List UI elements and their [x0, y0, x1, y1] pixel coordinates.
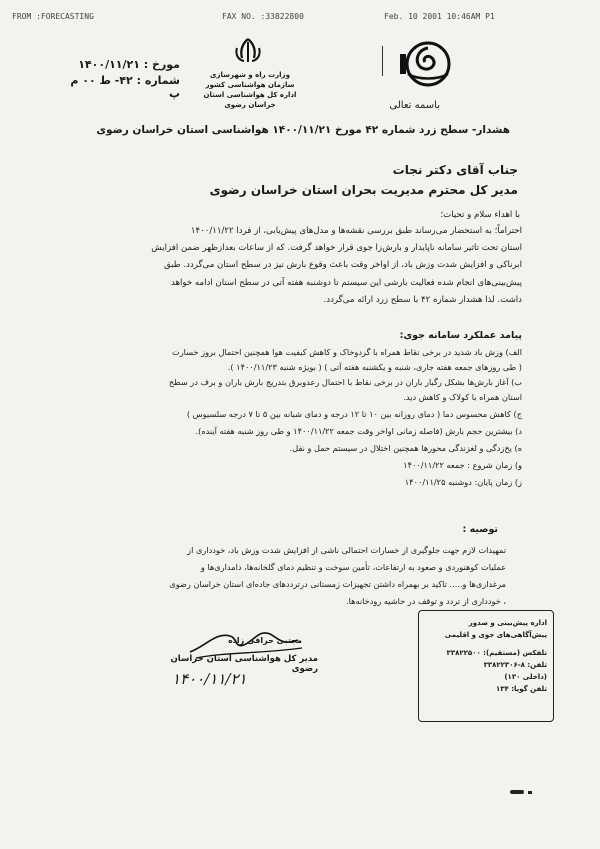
recommendation-line: مرغداری‌ها و..... تاکید بر بهمراه داشتن تجهیزات زمستانی درترددهای جاده‌ای استان خراسان رضوی	[169, 579, 506, 589]
contact-info-box	[418, 610, 554, 722]
greeting: با اهداء سلام و تحیات؛	[440, 210, 520, 220]
side-dept-line: پیش‌آگاهی‌های جوی و اقلیمی	[444, 631, 547, 639]
outcome-item: ج) کاهش محسوس دما ( دمای روزانه بین ۱۰ تا ۱۲ درجه و دمای شبانه بین ۵ تا ۷ درجه سلسیوس )	[186, 409, 522, 419]
outcomes-list	[36, 346, 522, 489]
logo-divider	[382, 46, 397, 76]
addressee-title: مدیر کل محترم مدیریت بحران استان خراسان رضوی	[209, 183, 518, 197]
invocation: باسمه تعالی	[389, 100, 440, 111]
handwritten-date: ۱۴۰۰/۱۱/۲۱	[172, 670, 247, 688]
recommendation-line: عملیات کوهنوردی و صعود به ارتفاعات، تأمین سوخت و تنظیم دمای گلخانه‌ها، دامداری‌ها و	[200, 562, 506, 572]
fax-number: FAX NO. :33822800	[222, 12, 304, 21]
addressee-name: جناب آقای دکتر نجات	[392, 163, 518, 177]
signatory-title: مدیر کل هواشناسی استان خراسان رضوی	[170, 654, 318, 674]
outcome-item: و) زمان شروع : جمعه ۱۴۰۰/۱۱/۲۲	[403, 460, 522, 470]
signatory-name: مجتبی حرافی زاده	[228, 636, 302, 645]
outcome-item: ز) زمان پایان: دوشنبه ۱۴۰۰/۱۱/۲۵	[404, 477, 522, 487]
side-contact-line: تلفکس (مستقیم): ۳۳۸۲۲۵۰۰	[446, 649, 547, 657]
subject-line: هشدار- سطح زرد شماره ۴۲ مورخ ۱۴۰۰/۱۱/۲۱ هواشناسی استان خراسان رضوی	[96, 124, 510, 136]
recommendations-heading: توصیه :	[462, 524, 498, 535]
body-paragraph	[52, 223, 522, 309]
ministry-line-2: سازمان هواشناسی کشور	[205, 81, 295, 89]
ministry-block	[190, 70, 310, 110]
body-line: احتراماً؛ به استحضار می‌رساند طبق بررسی نقشه‌ها و مدل‌های پیش‌یابی، از فردا ۱۴۰۰/۱۱/۲۲	[190, 226, 522, 236]
outcome-item: الف) وزش باد شدید در برخی نقاط همراه با گردوخاک و کاهش کیفیت هوا همچنین احتمال بروز خسارت	[172, 347, 522, 357]
fax-from: FROM :FORECASTING	[12, 12, 94, 21]
side-contact-line: (داخلی ۱۳۰)	[504, 673, 547, 681]
side-contact-line: تلفن گویا: ۱۳۴	[495, 685, 547, 693]
outcome-item: ب) آغاز بارش‌ها بشکل رگبار باران در برخی نقاط با احتمال رعدوبرق بتدریج بارش باران و برف در سطح	[168, 377, 522, 387]
meteorology-logo-icon	[398, 40, 460, 88]
recommendation-line: ، خودداری از تردد و توقف در حاشیه رودخانه‌ها.	[346, 596, 506, 606]
letter-date: مورخ : ۱۴۰۰/۱۱/۲۱	[78, 58, 180, 71]
outcome-item: استان همراه با کولاک و کاهش دید.	[403, 392, 522, 402]
side-contact-line: تلفن: ۸-۳۳۸۲۲۳۰۶	[483, 661, 547, 669]
side-dept-line: اداره پیش‌بینی و صدور	[468, 619, 547, 627]
ministry-line-3: اداره کل هواشناسی استان خراسان رضوی	[203, 91, 297, 109]
fax-datetime: Feb. 10 2001 10:46AM P1	[384, 12, 495, 21]
outcomes-heading: پیامد عملکرد سامانه جوی:	[399, 330, 522, 341]
body-line: داشت. لذا هشدار شماره ۴۲ با سطح زرد ارائه می‌گردد.	[323, 294, 522, 305]
body-line: پیش‌بینی‌های انجام شده فعالیت بارشی این سیستم تا دوشنبه هفته آتی در سطح استان ادامه خواهد	[170, 277, 522, 288]
outcome-item: ( طی روزهای جمعه هفته جاری، شنبه و یکشنبه هفته آتی ) ( بویژه شنبه ۱۴۰۰/۱۱/۲۳ ).	[227, 362, 522, 372]
recommendations-text	[36, 542, 506, 610]
letter-number: شماره : ۴۲- ط ۰۰ م پ	[70, 74, 180, 100]
scan-mark	[510, 790, 524, 794]
body-line: استان تحت تاثیر سامانه ناپایدار و بارش‌زا جوی قرار خواهد گرفت. که از ساعات بعدازظهر ضمن افزایش	[151, 243, 522, 254]
recommendation-line: تمهیدات لازم جهت جلوگیری از خسارات احتمالی ناشی از افزایش شدت وزش باد، خودداری از	[187, 545, 506, 555]
outcome-item: د) بیشترین حجم بارش (فاصله زمانی اواخر وقت جمعه ۱۴۰۰/۱۱/۲۲ و طی روز شنبه هفته آینده).	[195, 426, 522, 436]
scan-mark	[528, 791, 532, 794]
body-line: ابرناکی و افزایش شدت وزش باد، از اواخر وقت باعث وقوع بارش نیز در سطح استان می‌گردد. طبق	[163, 260, 522, 271]
outcome-item: ه) یخ‌زدگی و لغزندگی محورها همچنین اختلال در سیستم حمل و نقل.	[289, 443, 522, 453]
ministry-line-1: وزارت راه و شهرسازی	[210, 71, 290, 79]
iran-emblem-icon	[228, 36, 268, 66]
